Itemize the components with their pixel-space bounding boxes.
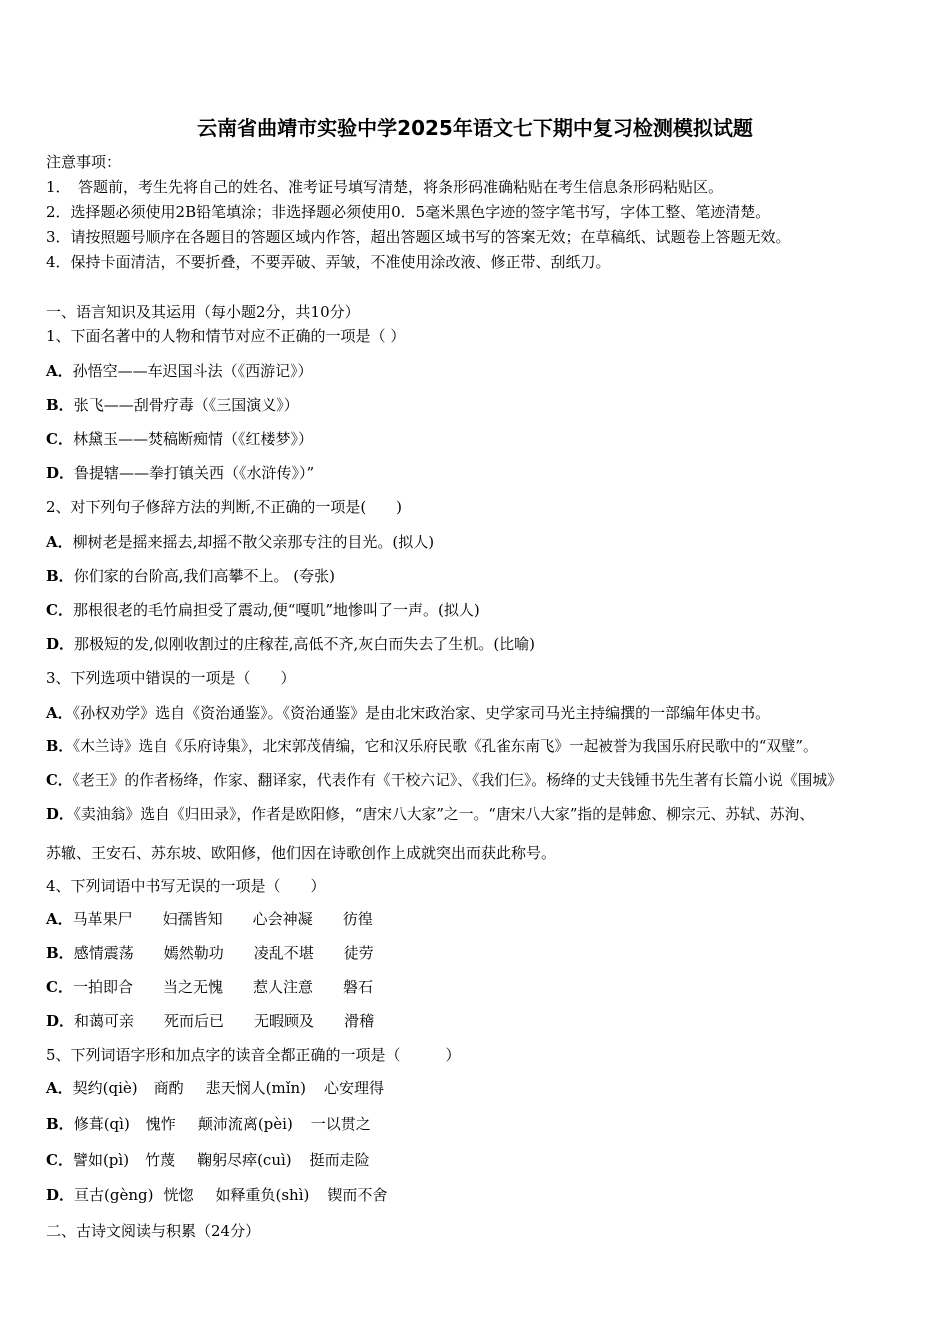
question-4-option-b [46,943,374,963]
section-2-heading: 二、古诗文阅读与积累（24分） [46,1222,261,1240]
word: 徒劳 [343,944,374,962]
question-4-option-c [46,977,373,997]
word: 锲而不舍 [327,1186,388,1204]
question-4-option-d [46,1011,374,1031]
question-4-stem: 4、下列词语中书写无误的一项是（ ） [46,877,326,895]
word: 如释重负(shì) [215,1186,310,1204]
notice-item-4: 4．保持卡面清洁，不要折叠，不要弄破、弄皱，不准使用涂改液、修正带、刮纸刀。 [46,253,611,271]
option-letter: B． [46,738,73,755]
word: 竹蔑 [145,1151,176,1169]
option-text: 张飞——刮骨疗毒（《三国演义》） [73,396,299,414]
word: 感情震荡 [73,944,134,962]
word: 修葺(qì) [73,1115,130,1133]
question-2-stem: 2、对下列句子修辞方法的判断,不正确的一项是( ) [46,498,403,516]
option-letter: D． [46,635,75,653]
option-text: 柳树老是摇来摇去,却摇不散父亲那专注的目光。(拟人) [72,533,435,551]
notice-item-1: 1． 答题前，考生先将自己的姓名、准考证号填写清楚，将条形码准确粘贴在考生信息条形码粘贴区。 [46,178,724,196]
question-1-option-d [46,463,314,483]
word: 死而后已 [164,1012,225,1030]
word: 愧怍 [145,1115,176,1133]
word: 悲天悯人(mǐn) [205,1079,307,1097]
word: 彷徨 [342,910,373,928]
question-3-stem: 3、下列选项中错误的一项是（ ） [46,669,296,687]
word: 凌乱不堪 [253,944,314,962]
option-letter: C． [46,772,73,789]
question-5-stem: 5、下列词语字形和加点字的读音全都正确的一项是（ ） [46,1046,461,1064]
question-5-option-b [46,1114,371,1134]
word: 嫣然勒功 [163,944,224,962]
notice-item-3: 3．请按照题号顺序在各题目的答题区域内作答，超出答题区域书写的答案无效；在草稿纸、试题卷上答题无效。 [46,228,791,246]
option-letter: A． [46,910,73,928]
option-letter: C． [46,1151,73,1169]
word: 鞠躬尽瘁(cuì) [197,1151,292,1169]
option-letter: B． [46,1115,74,1133]
question-5-option-d [46,1185,387,1205]
question-1-option-b [46,395,299,415]
option-text: 《卖油翁》选自《归田录》，作者是欧阳修，“唐宋八大家”之一。“唐宋八大家”指的是韩愈、柳宗元、苏轼、苏洵、 [73,806,815,823]
question-3-option-c [46,771,842,791]
notice-item-2: 2．选择题必须使用2B铅笔填涂；非选择题必须使用0．5毫米黑色字迹的签字笔书写，字体工整、笔迹清楚。 [46,203,771,221]
option-letter: B． [46,567,74,585]
question-5-option-a [46,1078,384,1098]
word: 商酌 [153,1079,184,1097]
question-3-option-b [46,737,818,757]
word: 颠沛流离(pèi) [197,1115,293,1133]
option-letter: C． [46,601,73,619]
option-letter: B． [46,944,74,962]
question-3-option-d [46,805,814,825]
question-1-option-a [46,361,313,381]
option-letter: D． [46,1186,75,1204]
option-text: 你们家的台阶高,我们高攀不上。 (夸张) [73,567,335,585]
word: 亘古(gèng) [74,1186,154,1204]
page-title: 云南省曲靖市实验中学2025年语文七下期中复习检测模拟试题 [197,116,753,140]
word: 惹人注意 [252,978,313,996]
option-letter: A． [46,362,73,380]
option-text: 那根很老的毛竹扁担受了震动,便“嘎叽”地惨叫了一声。(拟人) [72,601,480,619]
word: 心会神凝 [252,910,313,928]
option-letter: A． [46,1079,73,1097]
word: 滑稽 [344,1012,375,1030]
question-2-option-a [46,532,434,552]
option-text: 《孙权劝学》选自《资治通鉴》。《资治通鉴》是由北宋政治家、史学家司马光主持编撰的一部编年体史书。 [72,704,771,722]
word: 当之无愧 [162,978,223,996]
question-1-option-c [46,429,313,449]
question-2-option-c [46,600,480,620]
option-letter: D． [46,464,75,482]
question-4-option-a [46,909,373,929]
question-5-option-c [46,1150,370,1170]
option-letter: A． [46,704,73,722]
word: 马革果尸 [72,910,133,928]
word: 契约(qiè) [72,1079,138,1097]
word: 譬如(pì) [72,1151,130,1169]
question-3-option-d-continuation: 苏辙、王安石、苏东坡、欧阳修，他们因在诗歌创作上成就突出而获此称号。 [46,844,557,862]
option-text: 那极短的发,似刚收割过的庄稼茬,高低不齐,灰白而失去了生机。(比喻) [74,635,536,653]
word: 挺而走险 [309,1151,370,1169]
notice-heading: 注意事项： [46,153,122,171]
word: 一以贯之 [310,1115,371,1133]
word: 无暇顾及 [254,1012,315,1030]
question-2-option-b [46,566,335,586]
option-text: 鲁提辖——拳打镇关西（《水浒传》）” [74,464,315,482]
word: 一拍即合 [72,978,133,996]
question-1-stem: 1、下面名著中的人物和情节对应不正确的一项是（ ） [46,327,406,345]
word: 心安理得 [324,1079,385,1097]
option-text: 林黛玉——焚稿断痴情（《红楼梦》） [72,430,313,448]
option-letter: B． [46,396,74,414]
question-2-option-d [46,634,535,654]
section-1-heading: 一、语言知识及其运用（每小题2分，共10分） [46,303,360,321]
option-letter: D． [46,806,74,823]
word: 磐石 [343,978,374,996]
option-letter: C． [46,430,73,448]
word: 妇孺皆知 [162,910,223,928]
option-text: 孙悟空——车迟国斗法（《西游记》） [72,362,313,380]
word: 和蔼可亲 [74,1012,135,1030]
word: 恍惚 [163,1186,194,1204]
option-letter: C． [46,978,73,996]
option-text: 《老王》的作者杨绛，作家、翻译家，代表作有《干校六记》、《我们仨》。杨绛的丈夫钱锺书先生著有长篇小说《围城》 [72,772,843,789]
question-3-option-a [46,703,770,723]
option-letter: A． [46,533,73,551]
option-letter: D． [46,1012,75,1030]
option-text: 《木兰诗》选自《乐府诗集》，北宋郭茂倩编，它和汉乐府民歌《孔雀东南飞》一起被誉为我国乐府民歌中的“双璧”。 [72,738,818,755]
